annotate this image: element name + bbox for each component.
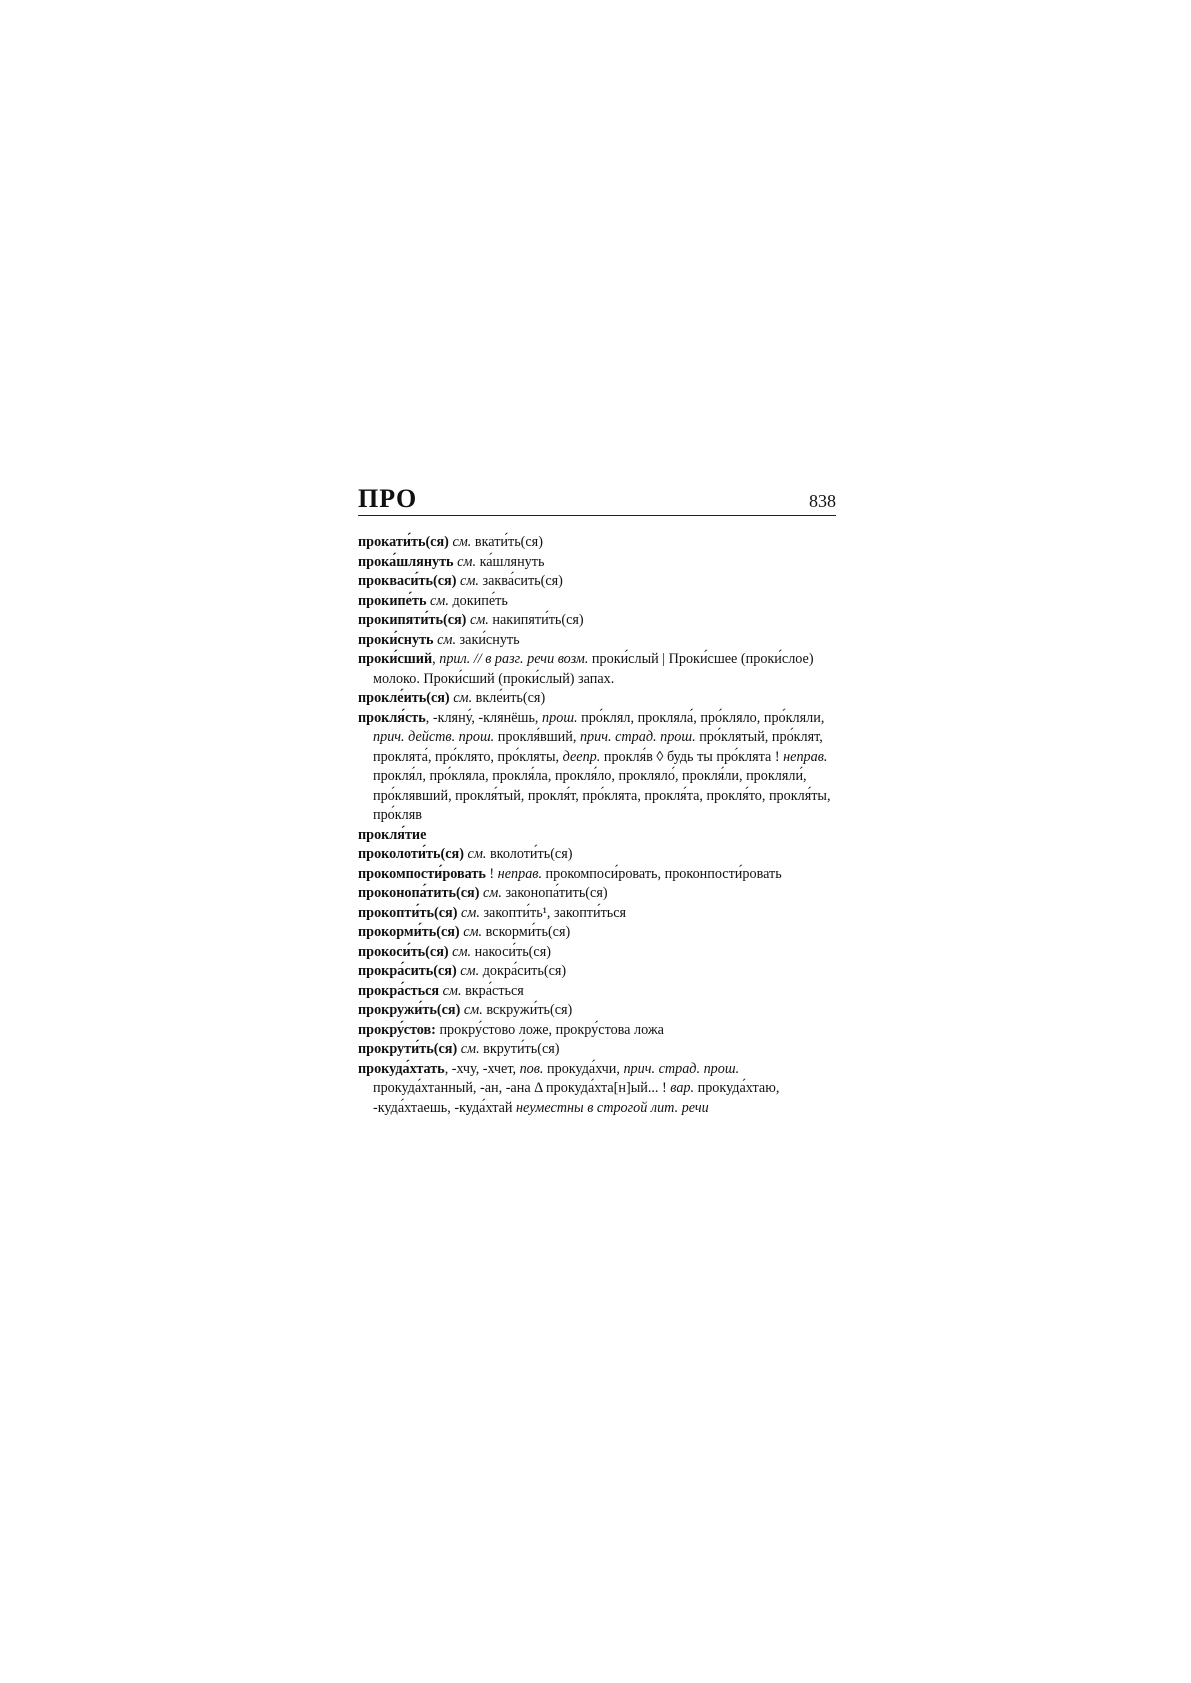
entry-text: , [432, 651, 440, 667]
grammar-label: см. [442, 982, 462, 999]
entry-text: ! [485, 865, 498, 882]
dictionary-entry [358, 533, 836, 553]
entry-text: вкати́ть(ся) [471, 534, 543, 550]
entry-text: про́клял, прокляла́, про́кляло, про́кляли, [577, 709, 825, 726]
entry-list [358, 533, 836, 1118]
headword: прокля́тие [358, 826, 427, 843]
running-head: ПРО [358, 484, 418, 513]
entry-text: ка́шлянуть [476, 553, 545, 570]
grammar-label: неправ. [497, 865, 542, 882]
entry-text: прокля́в ◊ будь ты про́клята ! [600, 748, 784, 765]
grammar-label: прич. действ. прош. [373, 729, 495, 745]
entry-text: прокля́вший, [494, 729, 580, 745]
headword: прокати́ть(ся) [358, 534, 449, 550]
entry-text: докипе́ть [448, 592, 508, 609]
grammar-label: прош. [542, 709, 578, 726]
dictionary-entry [358, 826, 836, 846]
entry-text: прокру́стово ложе, прокру́стова ложа [435, 1021, 664, 1038]
dictionary-entry [358, 1060, 836, 1119]
entry-text: вколоти́ть(ся) [486, 846, 573, 862]
grammar-label: см. [461, 904, 480, 921]
entry-text: , -хчу, -хчет, [444, 1060, 520, 1077]
headword: проколоти́ть(ся) [358, 846, 464, 862]
page-header [358, 478, 836, 516]
entry-text: проки́слый | Проки́сшее (проки́слое) молоко. Проки́сший (проки́слый) запах. [373, 651, 814, 687]
dictionary-entry [358, 962, 836, 982]
headword: прокра́сться [358, 982, 440, 999]
dictionary-entry [358, 553, 836, 573]
headword: прокипяти́ть(ся) [358, 612, 467, 628]
headword: прокрути́ть(ся) [358, 1041, 458, 1057]
dictionary-entry [358, 650, 836, 689]
grammar-label: см. [430, 592, 449, 609]
grammar-label: см. [437, 631, 456, 648]
headword: проки́снуть [358, 631, 434, 648]
dictionary-entry [358, 884, 836, 904]
dictionary-entry [358, 845, 836, 865]
headword: прокоси́ть(ся) [358, 943, 449, 960]
grammar-label: пов. [519, 1060, 544, 1077]
headword: прокра́сить(ся) [358, 963, 457, 979]
entry-text: вкрути́ть(ся) [479, 1041, 560, 1057]
grammar-label: вар. [670, 1080, 695, 1096]
headword: прокле́ить(ся) [358, 690, 450, 706]
entry-text: накоси́ть(ся) [471, 943, 551, 960]
grammar-label: прич. страд. прош. [623, 1060, 740, 1077]
dictionary-entry [358, 709, 836, 826]
dictionary-entry [358, 1001, 836, 1021]
entry-text: накипяти́ть(ся) [488, 612, 584, 628]
dictionary-entry [358, 592, 836, 612]
grammar-label: см. [460, 573, 479, 589]
grammar-label: неуместны в строгой лит. речи [516, 1099, 709, 1116]
grammar-label: неправ. [783, 748, 828, 765]
headword: прокорми́ть(ся) [358, 924, 460, 940]
entry-text: вскружи́ть(ся) [482, 1002, 573, 1018]
grammar-label: см. [457, 553, 477, 570]
grammar-label: см. [469, 612, 489, 628]
dictionary-entry [358, 982, 836, 1002]
entry-text: вкра́сться [461, 982, 524, 999]
dictionary-entry [358, 1040, 836, 1060]
entry-text: прокомпоси́ровать, проконпости́ровать [542, 865, 782, 882]
entry-text: законопа́тить(ся) [501, 885, 608, 901]
headword: прокру́стов: [358, 1021, 436, 1038]
dictionary-entry [358, 572, 836, 592]
entry-text: прокуда́хтанный, -ан, -ана Δ прокуда́хта[н]ый... ! [373, 1080, 671, 1096]
dictionary-entry [358, 1021, 836, 1041]
dictionary-entry [358, 943, 836, 963]
headword: прокружи́ть(ся) [358, 1002, 461, 1018]
entry-text: про́клятый, про́клят, проклята́, про́клято, про́кляты, [373, 729, 823, 765]
grammar-label: см. [463, 924, 483, 940]
grammar-label: прич. страд. прош. [579, 729, 696, 745]
dictionary-page [358, 478, 836, 1118]
entry-text: вкле́ить(ся) [472, 690, 546, 706]
page-number: 838 [809, 491, 836, 511]
dictionary-entry [358, 631, 836, 651]
entry-text: прокуда́хтаю, -куда́хтаешь, -куда́хтай [373, 1080, 780, 1116]
headword: проки́сший [358, 651, 433, 667]
grammar-label: деепр. [562, 748, 601, 765]
headword: прокля́сть [358, 709, 426, 726]
grammar-label: см. [453, 690, 473, 706]
headword: прока́шлянуть [358, 553, 454, 570]
entry-text: заква́сить(ся) [478, 573, 563, 589]
dictionary-entry [358, 923, 836, 943]
entry-text: прокуда́хчи, [543, 1060, 624, 1077]
grammar-label: см. [467, 846, 487, 862]
entry-text: прокля́л, про́кляла, прокля́ла, прокля́ло, прокляло́, прокля́ли, прокляли́, про́клявший, прокля́тый, прокля́т, про́клята, прокля́та, прокля́то, прокля́ты, про́кляв [373, 768, 831, 823]
dictionary-entry [358, 865, 836, 885]
grammar-label: прил. // в разг. речи возм. [439, 651, 589, 667]
grammar-label: см. [452, 943, 472, 960]
entry-text: заки́снуть [456, 631, 520, 648]
grammar-label: см. [452, 534, 472, 550]
headword: прокипе́ть [358, 592, 427, 609]
headword: прокомпости́ровать [358, 865, 486, 882]
grammar-label: см. [460, 1041, 480, 1057]
entry-text: закопти́ть¹, закопти́ться [479, 904, 627, 921]
entry-text: докра́сить(ся) [479, 963, 567, 979]
dictionary-entry [358, 904, 836, 924]
headword: прокопти́ть(ся) [358, 904, 458, 921]
entry-text: вскорми́ть(ся) [482, 924, 571, 940]
headword: прокуда́хтать [358, 1060, 445, 1077]
headword: проконопа́тить(ся) [358, 885, 480, 901]
grammar-label: см. [460, 963, 480, 979]
dictionary-entry [358, 611, 836, 631]
headword: прокваси́ть(ся) [358, 573, 457, 589]
grammar-label: см. [483, 885, 502, 901]
grammar-label: см. [463, 1002, 483, 1018]
dictionary-entry [358, 689, 836, 709]
entry-text: , -кляну́, -клянёшь, [425, 709, 543, 726]
